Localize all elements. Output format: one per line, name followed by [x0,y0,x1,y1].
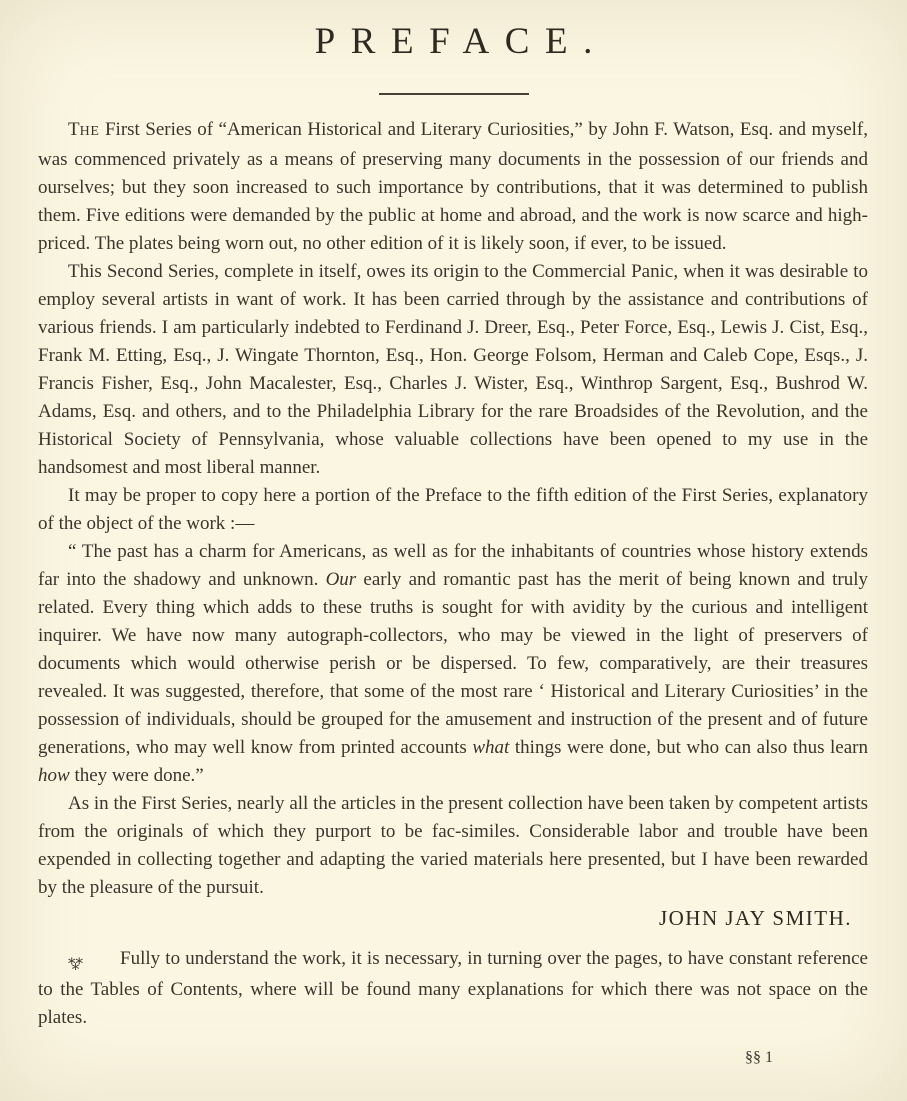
signature-mark: §§ 1 [745,1049,773,1066]
paragraph-second-series [38,258,868,482]
asterism-mark: ⁂ [68,954,83,970]
preface-body [0,95,907,1072]
paragraph-first-series [38,116,868,258]
quote-italic-our: Our [325,569,357,590]
footnote-text: Fully to understand the work, it is necessary, in turning over the pages, to have constant reference to the Tables of Contents, where will be found many explanations for which there was not space on the plates. [38,948,868,1028]
paragraph-closing [38,790,868,902]
quote-segment: they were done.” [69,765,204,786]
paragraph-text: It may be proper to copy here a portion of the Preface to the fifth edition of the First Series, explanatory of the object of the work :— [38,485,868,534]
paragraph-text: As in the First Series, nearly all the articles in the present collection have been taken by competent artists from the originals of which they purport to be fac-similes. Considerable labor and trouble have been expended in collecting together and adapting the varied materials here presented, but I have been rewarded by the pleasure of the pursuit. [38,793,868,898]
page-title: PREFACE. [314,21,608,62]
drop-initial: T [68,119,80,140]
quote-italic-how: how [38,765,70,786]
small-caps-lead: HE [79,124,100,139]
quote-segment: early and romantic past has the merit of being known and truly related. Every thing which adds to these truths is sought for with avidity by the curious and intelligent inquirer. We have now many autograph-collectors, who may be viewed in the light of preservers of documents which would otherwise perish or be dispersed. To few, comparatively, are their treasures revealed. It was suggested, therefore, that some of the most rare ‘ Historical and Literary Curiosities’ in the possession of individuals, should be grouped for the amusement and instruction of the present and of future generations, who may well know from printed accounts [38,569,868,758]
paragraph-copy-preface [38,482,868,538]
paragraph-quotation [38,538,868,790]
quote-segment: “ The past has a charm for Americans, as well as for the inhabitants of countries whose history extends far into the shadowy and unknown. [38,541,868,590]
quote-segment: things were done, but who can also thus learn [509,737,868,758]
author-signature: JOHN JAY SMITH. [658,906,852,930]
paragraph-text: First Series of “American Historical and Literary Curiosities,” by John F. Watson, Esq. and myself, was commenced privately as a means of preserving many documents in the possession of our friends and ourselves; but they soon increased to such importance by contributions, that it was determined to publish them. Five editions were demanded by the public at home and abroad, and the work is now scarce and high-priced. The plates being worn out, no other edition of it is likely soon, if ever, to be issued. [38,119,868,254]
paragraph-text: This Second Series, complete in itself, owes its origin to the Commercial Panic, when it was desirable to employ several artists in want of work. It has been carried through by the assistance and contributions of various friends. I am particularly indebted to Ferdinand J. Dreer, Esq., Peter Force, Esq., Lewis J. Cist, Esq., Frank M. Etting, Esq., J. Wingate Thornton, Esq., Hon. George Folsom, Herman and Caleb Cope, Esqs., J. Francis Fisher, Esq., John Macalester, Esq., Charles J. Wister, Esq., Winthrop Sargent, Esq., Bushrod W. Adams, Esq. and others, and to the Philadelphia Library for the rare Broadsides of the Revolution, and the Historical Society of Pennsylvania, whose valuable collections have been opened to my use in the handsomest and most liberal manner. [38,261,868,478]
quote-italic-what: what [472,737,510,758]
footnote [38,945,868,1032]
